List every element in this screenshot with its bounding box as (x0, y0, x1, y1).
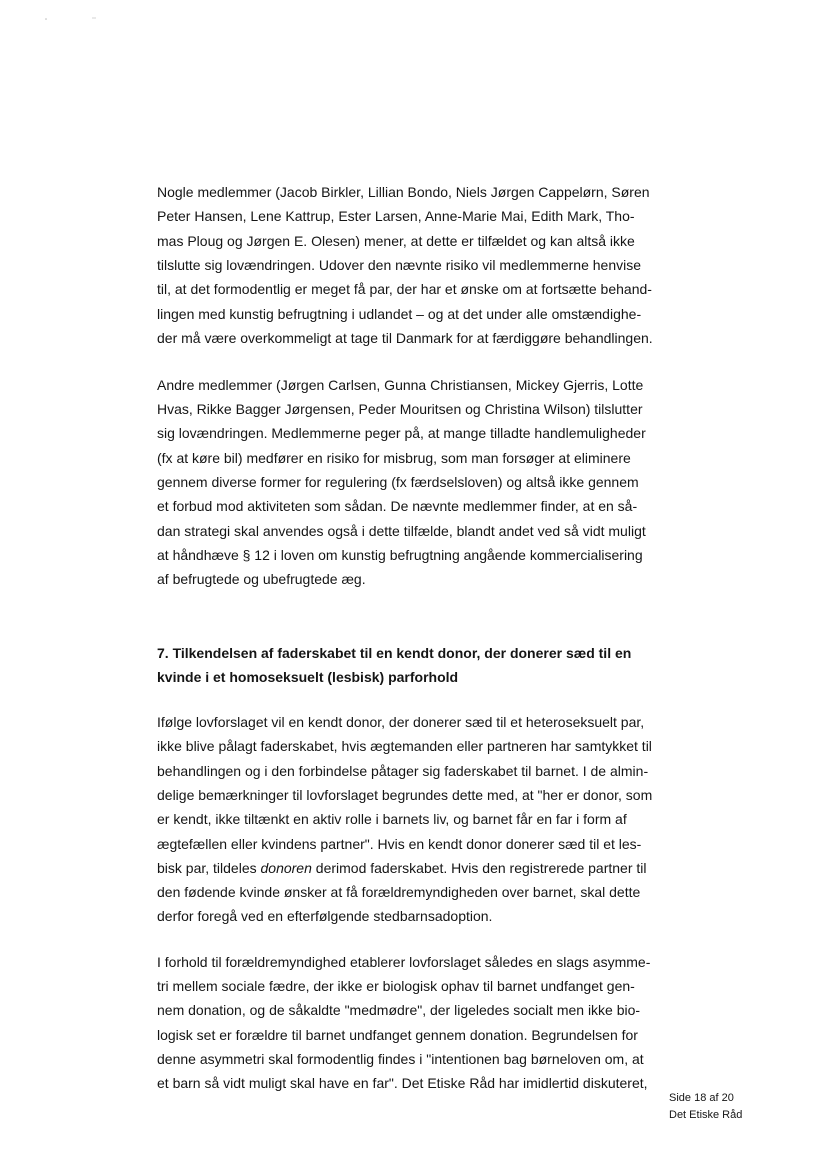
paragraph-1-line-5: til, at det formodentlig er meget få par, der har et ønske om at fortsætte behand- (157, 281, 652, 297)
paragraph-2-line-3: sig lovændringen. Medlemmerne peger på, at mange tilladte handlemuligheder (157, 425, 646, 441)
paragraph-2-line-1: Andre medlemmer (Jørgen Carlsen, Gunna Christiansen, Mickey Gjerris, Lotte (157, 377, 644, 393)
paragraph-2-line-9: af befrugtede og ubefrugtede æg. (157, 571, 366, 587)
p3-line-7-after: derimod faderskabet. Hvis den registrerede partner til (311, 860, 647, 876)
emphasis-donoren: donoren (260, 860, 312, 876)
paragraph-2-line-5: gennem diverse former for regulering (fx færdselsloven) og altså ikke gennem (157, 474, 639, 490)
paragraph-2-line-7: dan strategi skal anvendes også i dette tilfælde, blandt andet ved så vidt muligt (157, 523, 646, 539)
paragraph-3-line-4: delige bemærkninger til lovforslaget begrundes dette med, at "her er donor, som (157, 787, 653, 803)
paragraph-2-line-4: (fx at køre bil) medfører en risiko for misbrug, som man forsøger at eliminere (157, 450, 631, 466)
scan-specks (40, 14, 110, 22)
paragraph-1-line-4: tilslutte sig lovændringen. Udover den nævnte risiko vil medlemmerne henvise (157, 257, 642, 273)
paragraph-2-line-2: Hvas, Rikke Bagger Jørgensen, Peder Mouritsen og Christina Wilson) tilslutter (157, 401, 643, 417)
paragraph-1-line-2: Peter Hansen, Lene Kattrup, Ester Larsen, Anne-Marie Mai, Edith Mark, Tho- (157, 208, 635, 224)
paragraph-3-line-1: Ifølge lovforslaget vil en kendt donor, der donerer sæd til et heteroseksuelt par, (157, 714, 645, 730)
paragraph-4-line-5: denne asymmetri skal formodentlig findes i "intentionen bag børneloven om, at (157, 1051, 644, 1067)
p3-line-7-before: bisk par, tildeles (157, 860, 261, 876)
paragraph-4-line-2: tri mellem sociale fædre, der ikke er biologisk ophav til barnet undfanget gen- (157, 978, 635, 994)
paragraph-3-line-8: den fødende kvinde ønsker at få forældremyndigheden over barnet, skal dette (157, 884, 641, 900)
paragraph-3-line-2: ikke blive pålagt faderskabet, hvis ægtemanden eller partneren har samtykket til (157, 738, 652, 754)
paragraph-3-line-7 (157, 860, 647, 876)
paragraph-1-line-6: lingen med kunstig befrugtning i udlandet – og at det under alle omstændighe- (157, 306, 642, 322)
section-heading-line-2: kvinde i et homoseksuelt (lesbisk) parforhold (157, 669, 459, 685)
paragraph-3-line-6: ægtefællen eller kvindens partner". Hvis en kendt donor donerer sæd til et les- (157, 836, 642, 852)
paragraph-4-line-1: I forhold til forældremyndighed etablerer lovforslaget således en slags asymme- (157, 954, 651, 970)
paragraph-2-line-8: at håndhæve § 12 i loven om kunstig befrugtning angående kommercialisering (157, 547, 643, 563)
page-number: Side 18 af 20 (669, 1092, 734, 1104)
paragraph-3-line-9: derfor foregå ved en efterfølgende stedbarnsadoption. (157, 908, 493, 924)
section-heading-line-1: 7. Tilkendelsen af faderskabet til en kendt donor, der donerer sæd til en (157, 645, 632, 661)
paragraph-1-line-7: der må være overkommeligt at tage til Danmark for at færdiggøre behandlingen. (157, 330, 653, 346)
paragraph-2-line-6: et forbud mod aktiviteten som sådan. De nævnte medlemmer finder, at en så- (157, 498, 638, 514)
paragraph-1-line-1: Nogle medlemmer (Jacob Birkler, Lillian Bondo, Niels Jørgen Cappelørn, Søren (157, 184, 650, 200)
paragraph-4-line-6: et barn så vidt muligt skal have en far". Det Etiske Råd har imidlertid diskuteret, (157, 1075, 648, 1091)
paragraph-4-line-3: nem donation, og de såkaldte "medmødre", der ligeledes socialt men ikke bio- (157, 1002, 641, 1018)
paragraph-3-line-5: er kendt, ikke tiltænkt en aktiv rolle i barnets liv, og barnet får en far i form af (157, 811, 627, 827)
paragraph-4-line-4: logisk set er forældre til barnet undfanget gennem donation. Begrundelsen for (157, 1027, 638, 1043)
paragraph-1-line-3: mas Ploug og Jørgen E. Olesen) mener, at dette er tilfældet og kan altså ikke (157, 233, 635, 249)
paragraph-3-line-3: behandlingen og i den forbindelse påtager sig faderskabet til barnet. I de almin- (157, 763, 649, 779)
footer-organization: Det Etiske Råd (669, 1109, 743, 1121)
